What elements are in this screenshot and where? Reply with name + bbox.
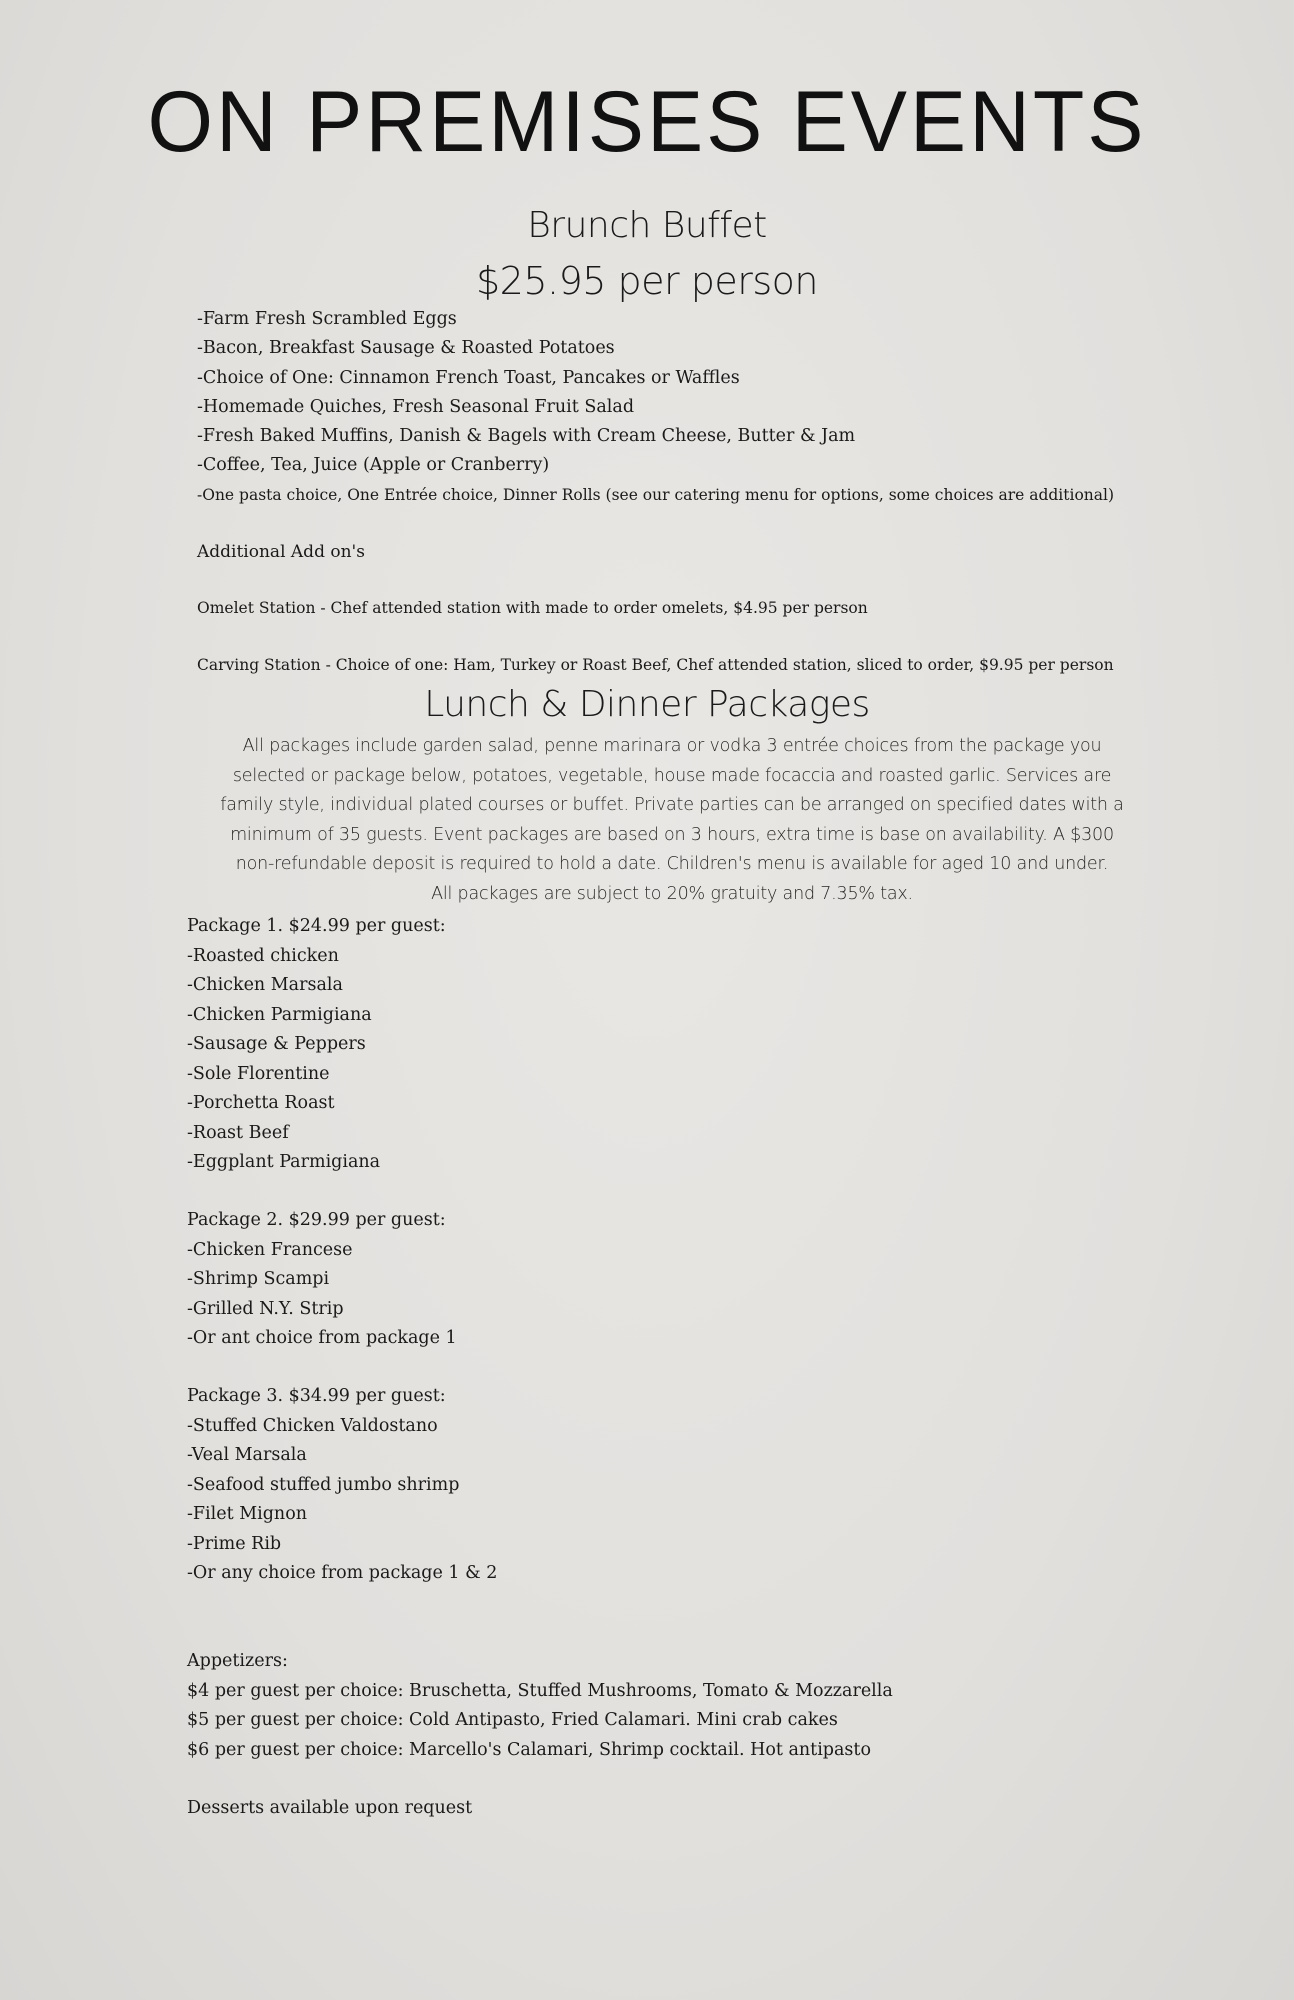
brunch-price: $25.95 per person bbox=[476, 259, 818, 303]
appetizer-line: $6 per guest per choice: Marcello's Calamari, Shrimp cocktail. Hot antipasto bbox=[187, 1739, 871, 1760]
brunch-items bbox=[197, 305, 1197, 510]
package-item: -Eggplant Parmigiana bbox=[187, 1152, 381, 1172]
intro-line: family style, individual plated courses or buffet. Private parties can be arranged on specified dates with a bbox=[220, 795, 1124, 815]
intro-line: All packages include garden salad, penne marinara or vodka 3 entrée choices from the package you bbox=[242, 736, 1102, 756]
appetizers-heading: Appetizers: bbox=[187, 1651, 288, 1671]
appetizers-section bbox=[187, 1647, 1087, 1765]
package-item: -Sole Florentine bbox=[187, 1063, 330, 1084]
package-item: -Stuffed Chicken Valdostano bbox=[187, 1415, 438, 1436]
package-item: -Or any choice from package 1 & 2 bbox=[187, 1563, 498, 1583]
appetizer-line: $5 per guest per choice: Cold Antipasto, Fried Calamari. Mini crab cakes bbox=[187, 1710, 838, 1730]
package-heading: Package 2. $29.99 per guest: bbox=[187, 1210, 446, 1230]
brunch-item: -One pasta choice, One Entrée choice, Dinner Rolls (see our catering menu for options, some choices are additional) bbox=[197, 485, 1115, 504]
package-item: -Shrimp Scampi bbox=[187, 1269, 330, 1289]
omelet-station: Omelet Station - Chef attended station with made to order omelets, $4.95 per person bbox=[197, 599, 868, 617]
package-item: -Porchetta Roast bbox=[187, 1093, 335, 1113]
addons-heading: Additional Add on's bbox=[197, 542, 365, 562]
package-item: -Roasted chicken bbox=[187, 945, 339, 966]
package-heading: Package 3. $34.99 per guest: bbox=[187, 1386, 446, 1406]
package-item: -Sausage & Peppers bbox=[187, 1034, 366, 1054]
package-item: -Filet Mignon bbox=[187, 1504, 307, 1524]
package-item: -Prime Rib bbox=[187, 1533, 282, 1554]
appetizer-line: $4 per guest per choice: Bruschetta, Stuffed Mushrooms, Tomato & Mozzarella bbox=[187, 1680, 893, 1701]
package-item: -Roast Beef bbox=[187, 1122, 289, 1143]
packages-intro bbox=[200, 732, 1144, 909]
package-2 bbox=[187, 1206, 1087, 1354]
lunch-dinner-title: Lunch & Dinner Packages bbox=[424, 684, 870, 725]
package-1 bbox=[187, 912, 1087, 1178]
package-3 bbox=[187, 1382, 1087, 1589]
brunch-item: -Coffee, Tea, Juice (Apple or Cranberry) bbox=[197, 455, 550, 476]
desserts-note: Desserts available upon request bbox=[187, 1798, 473, 1818]
intro-line: minimum of 35 guests. Event packages are based on 3 hours, extra time is base on availability. A $300 bbox=[230, 824, 1114, 845]
brunch-title: Brunch Buffet bbox=[527, 205, 767, 246]
brunch-item: -Fresh Baked Muffins, Danish & Bagels with Cream Cheese, Butter & Jam bbox=[197, 426, 856, 447]
package-item: -Seafood stuffed jumbo shrimp bbox=[187, 1474, 460, 1495]
intro-line: selected or package below, potatoes, vegetable, house made focaccia and roasted garlic. Services are bbox=[232, 765, 1112, 786]
desserts-section bbox=[187, 1794, 1087, 1824]
package-item: -Chicken Marsala bbox=[187, 975, 343, 995]
page-title: ON PREMISES EVENTS bbox=[147, 74, 1147, 170]
brunch-item: -Homemade Quiches, Fresh Seasonal Fruit Salad bbox=[197, 396, 635, 417]
package-item: -Or ant choice from package 1 bbox=[187, 1328, 457, 1348]
package-item: -Veal Marsala bbox=[187, 1445, 307, 1465]
brunch-item: -Bacon, Breakfast Sausage & Roasted Potatoes bbox=[197, 338, 615, 359]
brunch-item: -Choice of One: Cinnamon French Toast, Pancakes or Waffles bbox=[197, 367, 740, 388]
package-item: -Chicken Francese bbox=[187, 1239, 353, 1260]
package-item: -Grilled N.Y. Strip bbox=[187, 1298, 344, 1319]
package-item: -Chicken Parmigiana bbox=[187, 1004, 372, 1025]
carving-station: Carving Station - Choice of one: Ham, Turkey or Roast Beef, Chef attended station, sliced to order, $9.95 per person bbox=[197, 656, 1114, 674]
package-heading: Package 1. $24.99 per guest: bbox=[187, 916, 446, 936]
intro-line: non-refundable deposit is required to hold a date. Children's menu is available for aged 10 and under. bbox=[235, 854, 1109, 874]
brunch-item: -Farm Fresh Scrambled Eggs bbox=[197, 309, 457, 329]
intro-line: All packages are subject to 20% gratuity and 7.35% tax. bbox=[431, 883, 913, 904]
